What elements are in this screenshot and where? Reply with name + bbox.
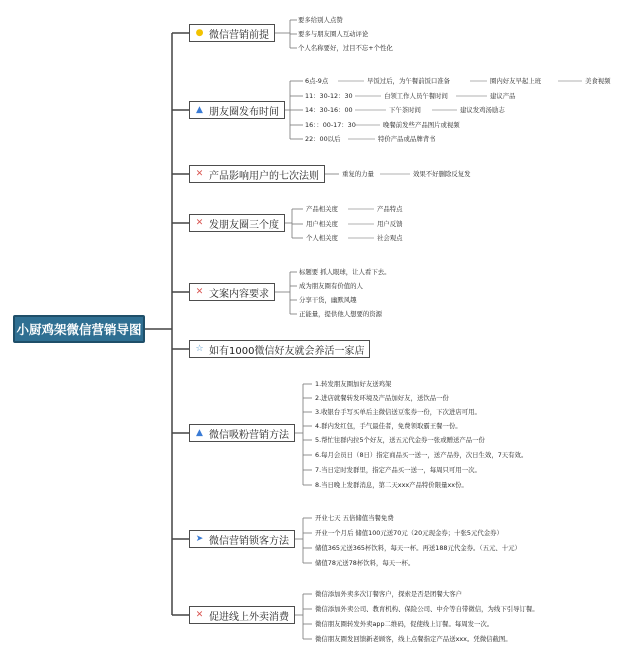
- root-node[interactable]: 小厨鸡架微信营销导图: [13, 315, 145, 343]
- leaf-premise-2: 要多与朋友圈人互动评论: [298, 30, 369, 38]
- leaf-premise-1: 要多给别人点赞: [298, 16, 343, 24]
- leaf-fan-5: 5.帮忙往群内拉5个好友，送五元代金券一张或赠送产品一份: [315, 436, 485, 444]
- leaf-copy-2: 成为朋友圈有价值的人: [299, 282, 363, 290]
- leaf-copy-1: 标题要 抓人眼球，让人看下去。: [299, 268, 391, 276]
- branch-post-time[interactable]: [189, 101, 285, 119]
- leaf-time-0-tip: 美食视频: [585, 77, 611, 85]
- leaf-time-1-tip: 建议产品: [490, 92, 516, 100]
- leaf-time-2: 14：30-16：00: [305, 106, 353, 114]
- leaf-fan-8: 8.当日晚上发群消息，第二天xxx产品特价限量xx份。: [315, 481, 468, 489]
- leaf-time-0-desc: 早饭过后，为午餐前饭口准备: [367, 77, 451, 85]
- leaf-delivery-1: 微信添加外卖多次订餐客户，探索是否是团餐大客户: [315, 590, 462, 598]
- leaf-lock-4: 储值78元送78杯饮料，每天一杯。: [315, 559, 415, 567]
- branch-fan-attraction[interactable]: [189, 424, 295, 442]
- branch-copy-requirements[interactable]: [189, 283, 275, 301]
- leaf-time-0-who: 圈内好友早起上班: [490, 77, 542, 85]
- leaf-fan-1: 1.转发朋友圈加好友送鸡架: [315, 380, 392, 388]
- branch-label: 产品影响用户的七次法则: [209, 170, 319, 182]
- star-icon: ☆: [195, 344, 204, 354]
- branch-1000-friends[interactable]: [189, 340, 370, 358]
- leaf-copy-3: 分享干货，幽默风趣: [299, 296, 357, 304]
- leaf-delivery-3: 微信朋友圈转发外卖app二维码，促使线上订餐。每周发一次。: [315, 620, 494, 628]
- flame-icon: ▲: [196, 105, 203, 115]
- leaf-time-4-desc: 特价产品或品牌背书: [378, 135, 436, 143]
- branch-three-degrees[interactable]: [189, 214, 285, 232]
- leaf-rule-2: 效果不好删除反复发: [413, 170, 471, 178]
- leaf-delivery-4: 微信朋友圈发回馈新老顾客，线上点餐指定产品送xxx。凭微信截图。: [315, 635, 512, 643]
- leaf-degree-1-b: 产品特点: [377, 205, 403, 213]
- leaf-degree-3: 个人相关度: [306, 234, 338, 242]
- leaf-time-1: 11：30-12：30: [305, 92, 353, 100]
- leaf-degree-2: 用户相关度: [306, 220, 338, 228]
- tools-icon: ✕: [195, 218, 204, 228]
- tools-icon: ✕: [195, 169, 204, 179]
- leaf-fan-3: 3.收银台手写买单后主微信送豆浆券一份，下次进店可用。: [315, 408, 481, 416]
- tools-icon: ✕: [195, 287, 204, 297]
- flame-icon: ▲: [196, 428, 203, 438]
- branch-label: 微信营销前提: [209, 29, 269, 41]
- leaf-time-3-desc: 晚餐前发些产品图片或视频: [383, 121, 460, 129]
- leaf-time-2-desc: 下午茶时间: [389, 106, 421, 114]
- leaf-time-0: 6点-9点: [305, 77, 329, 85]
- leaf-fan-7: 7.当日定时发群里，指定产品买一送一，每周只可用一次。: [315, 466, 481, 474]
- branch-label: 微信营销锁客方法: [209, 535, 289, 547]
- paper-plane-icon: ➤: [195, 534, 204, 544]
- leaf-lock-1: 开业七天 五倍储值当餐免费: [315, 514, 394, 522]
- leaf-fan-6: 6.每月会员日（8日）指定商品买一送一，送产品券，次日生效，7天有效。: [315, 451, 528, 459]
- leaf-fan-2: 2.进店就餐转发环境及产品加好友，送饮品一份: [315, 394, 449, 402]
- branch-seven-times-rule[interactable]: [189, 165, 325, 183]
- leaf-lock-3: 储值365元送365杯饮料，每天一杯。再送188元代金券。（五元、十元）: [315, 544, 521, 552]
- leaf-time-2-tip: 建议发鸡汤励志: [460, 106, 505, 114]
- leaf-fan-4: 4.群内发红包，手气最佳者，免费领取霸王餐一份。: [315, 422, 462, 430]
- branch-customer-lock[interactable]: [189, 530, 295, 548]
- leaf-time-3: 16：：00-17：30: [305, 121, 356, 129]
- branch-label: 微信吸粉营销方法: [209, 429, 289, 441]
- lightbulb-icon: ●: [195, 28, 204, 38]
- tools-icon: ✕: [195, 610, 204, 620]
- branch-wechat-premise[interactable]: [189, 24, 275, 42]
- branch-label: 如有1000微信好友就会养活一家店: [209, 345, 365, 357]
- branch-label: 促进线上外卖消费: [209, 611, 289, 623]
- leaf-copy-4: 正能量，提供他人想要的资源: [299, 310, 383, 318]
- leaf-time-1-desc: 白领工作人员午餐时间: [384, 92, 448, 100]
- leaf-time-4: 22：00以后: [305, 135, 341, 143]
- leaf-delivery-2: 微信添加外卖公司、教育机构、保险公司、中介等自带微信，为线下引导订餐。: [315, 605, 539, 613]
- leaf-degree-2-b: 用户反馈: [377, 220, 403, 228]
- branch-label: 朋友圈发布时间: [209, 106, 279, 118]
- branch-online-delivery[interactable]: [189, 606, 295, 624]
- branch-label: 发朋友圈三个度: [209, 219, 279, 231]
- leaf-degree-3-b: 社会观点: [377, 234, 403, 242]
- branch-label: 文案内容要求: [209, 288, 269, 300]
- leaf-rule-1: 重复的力量: [342, 170, 374, 178]
- leaf-lock-2: 开业一个月后 储值100元送70元（20元现金券；十张5元代金券）: [315, 529, 503, 537]
- leaf-degree-1: 产品相关度: [306, 205, 338, 213]
- leaf-premise-3: 个人名称要好，过目不忘+个性化: [298, 44, 393, 52]
